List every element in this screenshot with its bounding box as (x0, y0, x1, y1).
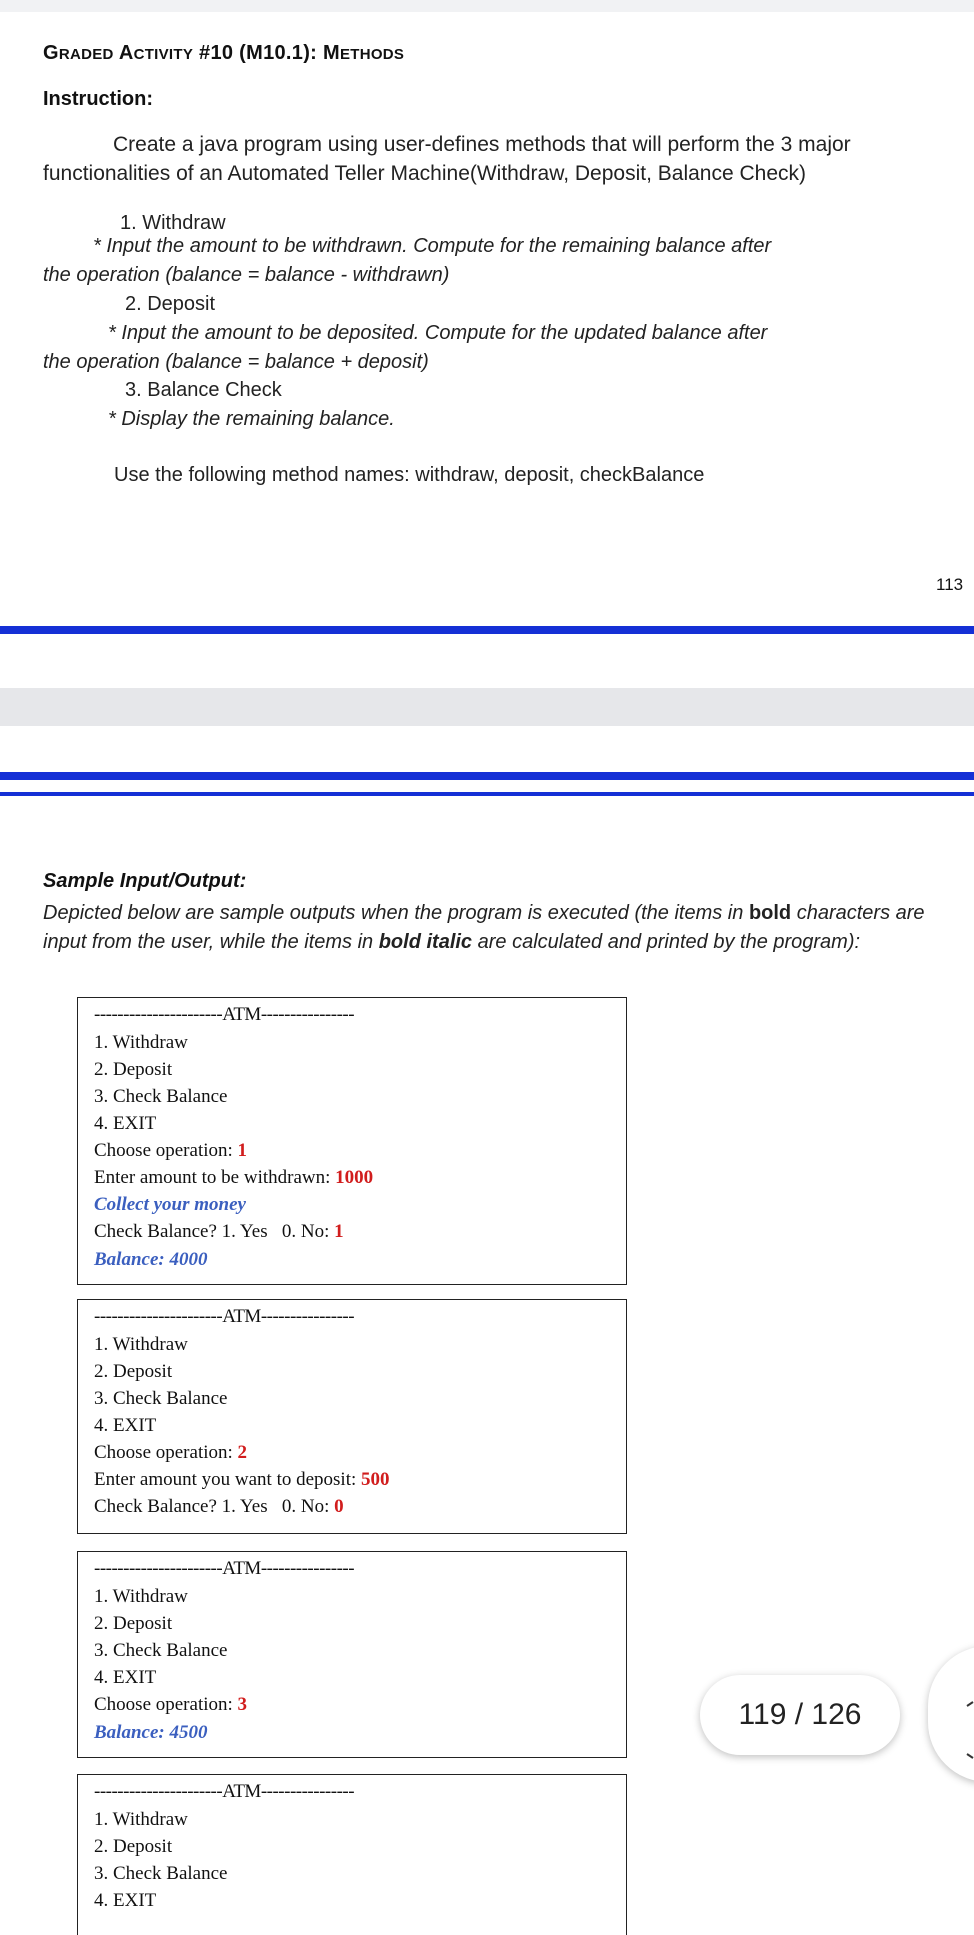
menu-item-withdraw: 1. Withdraw (94, 1032, 188, 1053)
check-balance-prompt: Check Balance? 1. Yes 0. No: 1 (94, 1221, 344, 1242)
console-output-withdraw (77, 997, 627, 1285)
console-output-deposit (77, 1299, 627, 1534)
menu-item-deposit: 2. Deposit (94, 1059, 173, 1080)
console-output-check-balance (77, 1551, 627, 1758)
list-item-withdraw: 1. Withdraw (120, 212, 226, 234)
menu-item-deposit: 2. Deposit (94, 1361, 173, 1382)
viewer-top-gap (0, 0, 974, 12)
menu-item-deposit: 2. Deposit (94, 1836, 173, 1857)
console-output-partial (77, 1774, 627, 1935)
note-withdraw-line1: * Input the amount to be withdrawn. Compute for the remaining balance after (93, 235, 772, 257)
page-header-rule-thin (0, 792, 974, 796)
scroll-handle-icon (965, 1700, 974, 1766)
atm-menu-header: ----------------------ATM---------------- (94, 1004, 355, 1025)
menu-item-exit: 4. EXIT (94, 1890, 157, 1911)
sample-io-heading: Sample Input/Output: (43, 870, 247, 892)
balance-output: Balance: 4500 (94, 1722, 208, 1743)
menu-item-exit: 4. EXIT (94, 1113, 157, 1134)
menu-item-deposit: 2. Deposit (94, 1613, 173, 1634)
menu-item-exit: 4. EXIT (94, 1667, 157, 1688)
note-deposit-line1: * Input the amount to be deposited. Compute for the updated balance after (108, 322, 768, 344)
atm-menu-header: ----------------------ATM---------------- (94, 1306, 355, 1327)
page-gap (0, 688, 974, 726)
choose-operation-line: Choose operation: 1 (94, 1140, 248, 1161)
method-names-line: Use the following method names: withdraw, deposit, checkBalance (114, 464, 705, 486)
choose-operation-line: Choose operation: 2 (94, 1442, 248, 1463)
page-footer-rule (0, 626, 974, 634)
page-number: 113 (936, 575, 964, 594)
menu-item-withdraw: 1. Withdraw (94, 1586, 188, 1607)
menu-item-check-balance: 3. Check Balance (94, 1863, 228, 1884)
page-indicator: 119 / 126 (700, 1675, 900, 1755)
withdraw-amount-line: Enter amount to be withdrawn: 1000 (94, 1167, 374, 1188)
menu-item-withdraw: 1. Withdraw (94, 1334, 188, 1355)
menu-item-withdraw: 1. Withdraw (94, 1809, 188, 1830)
note-withdraw-line2: the operation (balance = balance - withdrawn) (43, 264, 450, 286)
instruction-paragraph: Create a java program using user-defines methods that will perform the 3 major functionalities of an Automated Teller Machine(Withdraw, Deposit, Balance Check) (43, 133, 851, 185)
page-header-rule-thick (0, 772, 974, 780)
sample-io-description: Depicted below are sample outputs when the program is executed (the items in bold characters are input from the user, while the items in bold italic are calculated and printed by the program): (43, 902, 925, 953)
check-balance-prompt: Check Balance? 1. Yes 0. No: 0 (94, 1496, 344, 1517)
note-balance-check: * Display the remaining balance. (108, 408, 395, 430)
atm-menu-header: ----------------------ATM---------------- (94, 1558, 355, 1579)
instruction-label: Instruction: (43, 88, 153, 110)
activity-title: GRADED ACTIVITY #10 (M10.1): METHODS (43, 42, 405, 64)
menu-item-check-balance: 3. Check Balance (94, 1086, 228, 1107)
balance-output: Balance: 4000 (94, 1249, 208, 1270)
menu-item-exit: 4. EXIT (94, 1415, 157, 1436)
list-item-balance-check: 3. Balance Check (125, 379, 282, 401)
menu-item-check-balance: 3. Check Balance (94, 1640, 228, 1661)
list-item-deposit: 2. Deposit (125, 293, 216, 315)
pdf-page-113 (0, 12, 974, 626)
choose-operation-line: Choose operation: 3 (94, 1694, 248, 1715)
deposit-amount-line: Enter amount you want to deposit: 500 (94, 1469, 390, 1490)
menu-item-check-balance: 3. Check Balance (94, 1388, 228, 1409)
note-deposit-line2: the operation (balance = balance + deposit) (43, 351, 429, 373)
atm-menu-header: ----------------------ATM---------------- (94, 1781, 355, 1802)
collect-money-line: Collect your money (94, 1194, 246, 1215)
